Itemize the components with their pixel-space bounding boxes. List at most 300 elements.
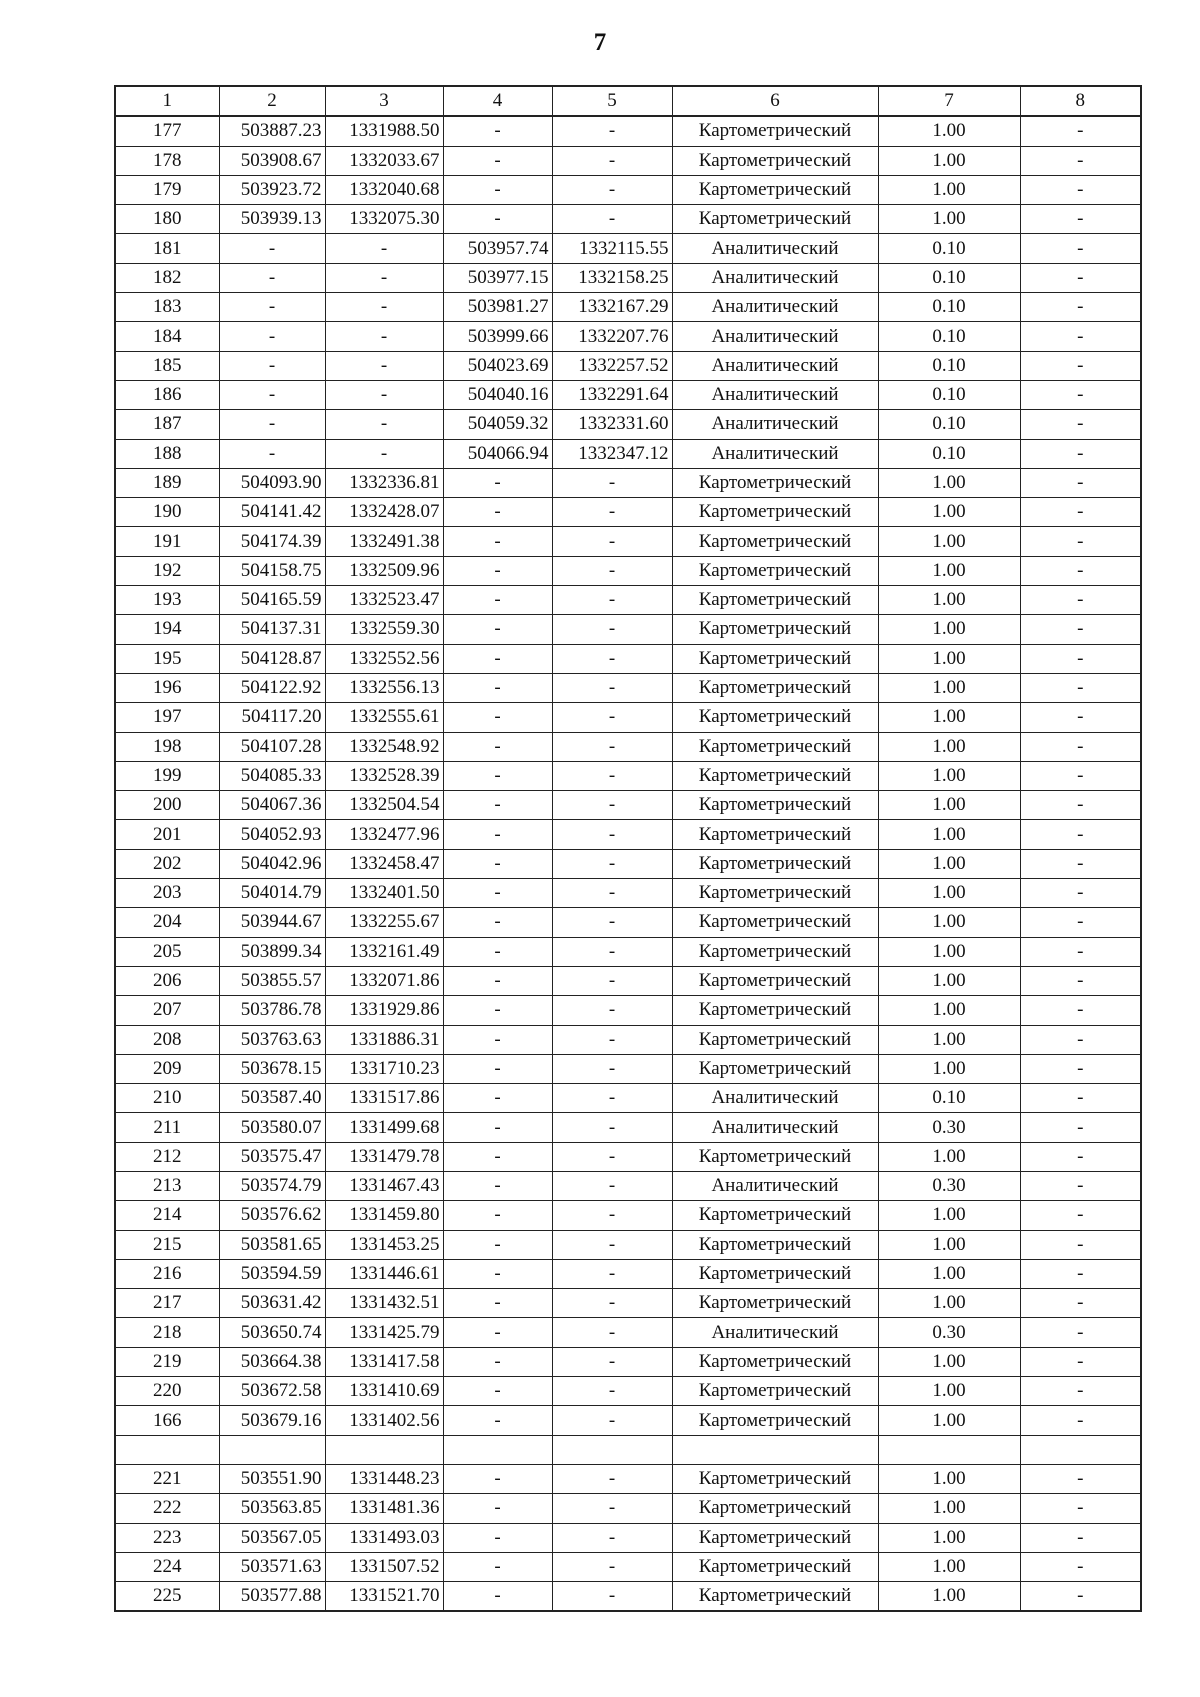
table-row [115, 849, 1141, 878]
cell-note: - [1020, 761, 1141, 790]
cell-x-coordinate-alt: - [443, 1084, 552, 1113]
cell-note: - [1020, 937, 1141, 966]
cell-point-number: 223 [115, 1523, 219, 1552]
cell-point-number: 209 [115, 1054, 219, 1083]
cell-x-coordinate-alt: - [443, 1582, 552, 1612]
cell-point-number: 186 [115, 380, 219, 409]
cell-note: - [1020, 234, 1141, 263]
cell-method: Аналитический [672, 351, 878, 380]
cell-note: - [1020, 1494, 1141, 1523]
table-row [115, 1435, 1141, 1464]
cell-y-coordinate-alt: - [552, 116, 672, 146]
cell-note: - [1020, 322, 1141, 351]
cell-y-coordinate-alt: - [552, 908, 672, 937]
cell-method: Картометрический [672, 615, 878, 644]
cell-note: - [1020, 527, 1141, 556]
cell-y-coordinate-alt: - [552, 1171, 672, 1200]
cell-method: Картометрический [672, 146, 878, 175]
cell-accuracy: 1.00 [878, 146, 1020, 175]
table-body [115, 116, 1141, 1611]
cell-method: Картометрический [672, 586, 878, 615]
cell-note: - [1020, 410, 1141, 439]
table-row [115, 175, 1141, 204]
cell-accuracy: 1.00 [878, 205, 1020, 234]
table-row [115, 1347, 1141, 1376]
table-row [115, 556, 1141, 585]
cell-accuracy: 1.00 [878, 908, 1020, 937]
cell-method: Картометрический [672, 527, 878, 556]
cell-y-coordinate: 1331493.03 [325, 1523, 443, 1552]
cell-note: - [1020, 732, 1141, 761]
cell-note: - [1020, 380, 1141, 409]
cell-y-coordinate: 1332040.68 [325, 175, 443, 204]
table-row [115, 1201, 1141, 1230]
cell-y-coordinate: 1331499.68 [325, 1113, 443, 1142]
cell-method: Картометрический [672, 1201, 878, 1230]
cell-point-number: 201 [115, 820, 219, 849]
cell-note: - [1020, 673, 1141, 702]
cell-y-coordinate: 1332528.39 [325, 761, 443, 790]
cell-x-coordinate: 503577.88 [219, 1582, 325, 1612]
cell-x-coordinate-alt: - [443, 586, 552, 615]
cell-accuracy: 1.00 [878, 644, 1020, 673]
cell-method: Картометрический [672, 1142, 878, 1171]
cell-y-coordinate-alt: - [552, 1347, 672, 1376]
cell-y-coordinate-alt: - [552, 1523, 672, 1552]
cell-y-coordinate-alt: - [552, 791, 672, 820]
cell-y-coordinate: - [325, 410, 443, 439]
table-row [115, 673, 1141, 702]
cell-y-coordinate: 1331507.52 [325, 1552, 443, 1581]
cell-accuracy: 1.00 [878, 1201, 1020, 1230]
cell-y-coordinate: 1331417.58 [325, 1347, 443, 1376]
cell-accuracy: 0.10 [878, 234, 1020, 263]
cell-x-coordinate: 503576.62 [219, 1201, 325, 1230]
cell-method: Картометрический [672, 1025, 878, 1054]
table-row [115, 498, 1141, 527]
cell-point-number: 212 [115, 1142, 219, 1171]
cell-method: Картометрический [672, 116, 878, 146]
cell-point-number: 190 [115, 498, 219, 527]
table-row [115, 761, 1141, 790]
cell-method: Аналитический [672, 293, 878, 322]
cell-x-coordinate: 504052.93 [219, 820, 325, 849]
cell-point-number: 210 [115, 1084, 219, 1113]
cell-accuracy: 1.00 [878, 1289, 1020, 1318]
cell-y-coordinate-alt: - [552, 996, 672, 1025]
table-row [115, 1318, 1141, 1347]
cell-y-coordinate: - [325, 380, 443, 409]
cell-x-coordinate: 503678.15 [219, 1054, 325, 1083]
cell-y-coordinate-alt: - [552, 527, 672, 556]
cell-y-coordinate-alt: 1332347.12 [552, 439, 672, 468]
cell-point-number: 183 [115, 293, 219, 322]
cell-y-coordinate: 1332428.07 [325, 498, 443, 527]
cell-y-coordinate: 1331988.50 [325, 116, 443, 146]
cell-note [1020, 1435, 1141, 1464]
cell-method: Аналитический [672, 263, 878, 292]
table-row [115, 1406, 1141, 1435]
cell-method: Картометрический [672, 468, 878, 497]
cell-point-number: 211 [115, 1113, 219, 1142]
cell-point-number: 199 [115, 761, 219, 790]
cell-method: Картометрический [672, 937, 878, 966]
cell-note: - [1020, 1552, 1141, 1581]
cell-note: - [1020, 556, 1141, 585]
cell-method: Картометрический [672, 791, 878, 820]
cell-y-coordinate-alt: - [552, 1259, 672, 1288]
cell-method: Картометрический [672, 673, 878, 702]
cell-accuracy [878, 1435, 1020, 1464]
cell-y-coordinate: - [325, 322, 443, 351]
cell-accuracy: 0.10 [878, 1084, 1020, 1113]
cell-accuracy: 0.10 [878, 322, 1020, 351]
cell-x-coordinate-alt: - [443, 146, 552, 175]
cell-y-coordinate-alt: - [552, 761, 672, 790]
cell-x-coordinate: 503563.85 [219, 1494, 325, 1523]
table-row [115, 468, 1141, 497]
cell-y-coordinate-alt: - [552, 1142, 672, 1171]
cell-y-coordinate: 1331481.36 [325, 1494, 443, 1523]
cell-y-coordinate-alt: - [552, 1054, 672, 1083]
cell-x-coordinate: 504067.36 [219, 791, 325, 820]
cell-x-coordinate-alt: 503957.74 [443, 234, 552, 263]
cell-note: - [1020, 615, 1141, 644]
cell-x-coordinate-alt: - [443, 849, 552, 878]
table-row [115, 1113, 1141, 1142]
cell-accuracy: 1.00 [878, 732, 1020, 761]
cell-x-coordinate-alt: - [443, 1201, 552, 1230]
cell-y-coordinate-alt: - [552, 1084, 672, 1113]
table-row [115, 791, 1141, 820]
table-row [115, 1142, 1141, 1171]
cell-point-number: 196 [115, 673, 219, 702]
cell-y-coordinate-alt: - [552, 1230, 672, 1259]
cell-accuracy: 1.00 [878, 1259, 1020, 1288]
cell-note: - [1020, 1289, 1141, 1318]
cell-accuracy: 0.10 [878, 380, 1020, 409]
cell-y-coordinate: 1332075.30 [325, 205, 443, 234]
cell-method: Аналитический [672, 1084, 878, 1113]
cell-point-number: 184 [115, 322, 219, 351]
cell-x-coordinate: 503574.79 [219, 1171, 325, 1200]
cell-note: - [1020, 1406, 1141, 1435]
cell-x-coordinate-alt: - [443, 615, 552, 644]
cell-point-number: 189 [115, 468, 219, 497]
cell-note: - [1020, 703, 1141, 732]
cell-accuracy: 1.00 [878, 615, 1020, 644]
cell-accuracy: 1.00 [878, 820, 1020, 849]
cell-point-number: 181 [115, 234, 219, 263]
column-header-5: 5 [552, 86, 672, 116]
cell-x-coordinate: 503594.59 [219, 1259, 325, 1288]
cell-note: - [1020, 1318, 1141, 1347]
cell-x-coordinate: 503855.57 [219, 966, 325, 995]
cell-x-coordinate-alt: - [443, 1230, 552, 1259]
cell-note: - [1020, 1230, 1141, 1259]
cell-x-coordinate-alt: - [443, 468, 552, 497]
cell-x-coordinate-alt: - [443, 996, 552, 1025]
cell-x-coordinate: 503567.05 [219, 1523, 325, 1552]
cell-x-coordinate-alt: - [443, 820, 552, 849]
cell-point-number: 203 [115, 879, 219, 908]
cell-y-coordinate-alt: - [552, 556, 672, 585]
cell-method: Картометрический [672, 498, 878, 527]
cell-x-coordinate: 504158.75 [219, 556, 325, 585]
cell-y-coordinate: 1331410.69 [325, 1377, 443, 1406]
cell-point-number: 222 [115, 1494, 219, 1523]
cell-method: Картометрический [672, 1552, 878, 1581]
cell-point-number: 193 [115, 586, 219, 615]
cell-y-coordinate-alt: - [552, 849, 672, 878]
cell-note: - [1020, 908, 1141, 937]
cell-accuracy: 1.00 [878, 1230, 1020, 1259]
table-row [115, 879, 1141, 908]
cell-x-coordinate-alt: - [443, 1289, 552, 1318]
cell-x-coordinate: - [219, 380, 325, 409]
cell-y-coordinate: 1331467.43 [325, 1171, 443, 1200]
cell-x-coordinate: 503575.47 [219, 1142, 325, 1171]
cell-note: - [1020, 791, 1141, 820]
cell-accuracy: 1.00 [878, 1552, 1020, 1581]
cell-x-coordinate: - [219, 234, 325, 263]
cell-y-coordinate: 1332555.61 [325, 703, 443, 732]
cell-x-coordinate-alt: - [443, 791, 552, 820]
cell-method: Картометрический [672, 996, 878, 1025]
cell-x-coordinate: 504014.79 [219, 879, 325, 908]
cell-x-coordinate: 503939.13 [219, 205, 325, 234]
cell-y-coordinate-alt: 1332257.52 [552, 351, 672, 380]
cell-x-coordinate-alt: 504040.16 [443, 380, 552, 409]
cell-note: - [1020, 1142, 1141, 1171]
cell-y-coordinate-alt: - [552, 205, 672, 234]
cell-method: Картометрический [672, 879, 878, 908]
cell-y-coordinate-alt: - [552, 1464, 672, 1493]
cell-point-number: 204 [115, 908, 219, 937]
cell-note: - [1020, 1025, 1141, 1054]
cell-x-coordinate: - [219, 263, 325, 292]
cell-x-coordinate-alt: - [443, 703, 552, 732]
cell-x-coordinate-alt: - [443, 1171, 552, 1200]
cell-y-coordinate: - [325, 263, 443, 292]
cell-method: Аналитический [672, 439, 878, 468]
cell-accuracy: 1.00 [878, 1347, 1020, 1376]
cell-y-coordinate: 1332458.47 [325, 849, 443, 878]
table-row [115, 146, 1141, 175]
table-row [115, 234, 1141, 263]
cell-accuracy: 1.00 [878, 527, 1020, 556]
cell-x-coordinate: 503923.72 [219, 175, 325, 204]
cell-accuracy: 1.00 [878, 1582, 1020, 1612]
cell-y-coordinate: - [325, 439, 443, 468]
cell-y-coordinate-alt: - [552, 498, 672, 527]
table-row [115, 351, 1141, 380]
cell-x-coordinate: 504122.92 [219, 673, 325, 702]
cell-note: - [1020, 1171, 1141, 1200]
cell-y-coordinate-alt: - [552, 879, 672, 908]
cell-y-coordinate-alt: - [552, 1113, 672, 1142]
cell-accuracy: 1.00 [878, 175, 1020, 204]
cell-x-coordinate-alt: - [443, 644, 552, 673]
cell-point-number: 217 [115, 1289, 219, 1318]
cell-point-number: 224 [115, 1552, 219, 1581]
cell-y-coordinate-alt: - [552, 1582, 672, 1612]
cell-y-coordinate: 1331446.61 [325, 1259, 443, 1288]
cell-point-number: 192 [115, 556, 219, 585]
cell-y-coordinate-alt: - [552, 1406, 672, 1435]
cell-y-coordinate-alt: 1332115.55 [552, 234, 672, 263]
cell-y-coordinate-alt [552, 1435, 672, 1464]
cell-y-coordinate-alt: - [552, 644, 672, 673]
cell-y-coordinate: 1332336.81 [325, 468, 443, 497]
cell-point-number: 177 [115, 116, 219, 146]
cell-x-coordinate-alt: - [443, 1523, 552, 1552]
cell-y-coordinate: 1332523.47 [325, 586, 443, 615]
cell-note: - [1020, 439, 1141, 468]
cell-x-coordinate: 503672.58 [219, 1377, 325, 1406]
cell-y-coordinate-alt: - [552, 820, 672, 849]
cell-accuracy: 1.00 [878, 849, 1020, 878]
table-row [115, 205, 1141, 234]
table-row [115, 1494, 1141, 1523]
cell-x-coordinate: 503631.42 [219, 1289, 325, 1318]
cell-method: Картометрический [672, 1230, 878, 1259]
cell-point-number [115, 1435, 219, 1464]
cell-y-coordinate: 1331929.86 [325, 996, 443, 1025]
cell-note: - [1020, 468, 1141, 497]
cell-method: Картометрический [672, 820, 878, 849]
cell-y-coordinate: 1331517.86 [325, 1084, 443, 1113]
cell-point-number: 187 [115, 410, 219, 439]
cell-point-number: 191 [115, 527, 219, 556]
cell-y-coordinate: - [325, 351, 443, 380]
cell-point-number: 205 [115, 937, 219, 966]
cell-note: - [1020, 1054, 1141, 1083]
column-header-2: 2 [219, 86, 325, 116]
cell-x-coordinate: 504137.31 [219, 615, 325, 644]
cell-x-coordinate-alt [443, 1435, 552, 1464]
cell-x-coordinate: 504107.28 [219, 732, 325, 761]
cell-y-coordinate-alt: - [552, 1494, 672, 1523]
cell-accuracy: 1.00 [878, 1142, 1020, 1171]
cell-accuracy: 0.30 [878, 1171, 1020, 1200]
cell-point-number: 188 [115, 439, 219, 468]
cell-y-coordinate-alt: - [552, 1377, 672, 1406]
cell-y-coordinate: 1331432.51 [325, 1289, 443, 1318]
cell-accuracy: 1.00 [878, 1025, 1020, 1054]
cell-method: Картометрический [672, 1582, 878, 1612]
cell-accuracy: 1.00 [878, 966, 1020, 995]
cell-accuracy: 1.00 [878, 1054, 1020, 1083]
table-row [115, 1464, 1141, 1493]
table-row [115, 644, 1141, 673]
cell-note: - [1020, 205, 1141, 234]
cell-note: - [1020, 146, 1141, 175]
cell-y-coordinate: 1331521.70 [325, 1582, 443, 1612]
cell-x-coordinate-alt: 504066.94 [443, 439, 552, 468]
table-row [115, 1523, 1141, 1552]
cell-y-coordinate-alt: 1332207.76 [552, 322, 672, 351]
cell-accuracy: 1.00 [878, 703, 1020, 732]
cell-x-coordinate-alt: - [443, 116, 552, 146]
cell-y-coordinate-alt: - [552, 1289, 672, 1318]
table-row [115, 1377, 1141, 1406]
cell-method: Картометрический [672, 761, 878, 790]
cell-method: Картометрический [672, 644, 878, 673]
cell-y-coordinate-alt: - [552, 146, 672, 175]
cell-accuracy: 1.00 [878, 1464, 1020, 1493]
cell-accuracy: 1.00 [878, 586, 1020, 615]
table-row [115, 410, 1141, 439]
table-row [115, 527, 1141, 556]
cell-accuracy: 1.00 [878, 468, 1020, 497]
cell-x-coordinate: - [219, 410, 325, 439]
table-row [115, 996, 1141, 1025]
cell-method: Аналитический [672, 322, 878, 351]
cell-method: Картометрический [672, 1054, 878, 1083]
cell-point-number: 206 [115, 966, 219, 995]
cell-y-coordinate: 1331886.31 [325, 1025, 443, 1054]
cell-point-number: 202 [115, 849, 219, 878]
cell-x-coordinate-alt: - [443, 1025, 552, 1054]
column-header-8: 8 [1020, 86, 1141, 116]
cell-method: Аналитический [672, 1113, 878, 1142]
cell-method: Картометрический [672, 1494, 878, 1523]
table-row [115, 322, 1141, 351]
cell-y-coordinate: 1332491.38 [325, 527, 443, 556]
cell-x-coordinate: 504141.42 [219, 498, 325, 527]
cell-method: Картометрический [672, 556, 878, 585]
cell-point-number: 208 [115, 1025, 219, 1054]
cell-x-coordinate: - [219, 439, 325, 468]
cell-y-coordinate: 1332477.96 [325, 820, 443, 849]
cell-x-coordinate [219, 1435, 325, 1464]
cell-accuracy: 1.00 [878, 1406, 1020, 1435]
cell-x-coordinate: 503587.40 [219, 1084, 325, 1113]
cell-x-coordinate: 504128.87 [219, 644, 325, 673]
cell-x-coordinate-alt: - [443, 1377, 552, 1406]
cell-y-coordinate: 1332556.13 [325, 673, 443, 702]
cell-point-number: 218 [115, 1318, 219, 1347]
cell-y-coordinate-alt: - [552, 732, 672, 761]
cell-x-coordinate-alt: - [443, 1347, 552, 1376]
table-row [115, 1582, 1141, 1612]
table-row [115, 439, 1141, 468]
cell-note: - [1020, 820, 1141, 849]
cell-x-coordinate-alt: - [443, 732, 552, 761]
cell-note: - [1020, 1464, 1141, 1493]
cell-y-coordinate: 1331453.25 [325, 1230, 443, 1259]
cell-method: Картометрический [672, 732, 878, 761]
cell-x-coordinate-alt: - [443, 1142, 552, 1171]
cell-accuracy: 1.00 [878, 1523, 1020, 1552]
cell-y-coordinate-alt: 1332167.29 [552, 293, 672, 322]
cell-y-coordinate: - [325, 293, 443, 322]
cell-y-coordinate: 1331448.23 [325, 1464, 443, 1493]
cell-y-coordinate: 1332552.56 [325, 644, 443, 673]
cell-x-coordinate-alt: - [443, 761, 552, 790]
cell-accuracy: 1.00 [878, 937, 1020, 966]
cell-point-number: 194 [115, 615, 219, 644]
cell-y-coordinate: 1332071.86 [325, 966, 443, 995]
cell-point-number: 200 [115, 791, 219, 820]
cell-x-coordinate-alt: - [443, 498, 552, 527]
cell-y-coordinate-alt: - [552, 1201, 672, 1230]
cell-accuracy: 0.10 [878, 410, 1020, 439]
cell-x-coordinate-alt: - [443, 205, 552, 234]
cell-note: - [1020, 849, 1141, 878]
cell-y-coordinate: 1331710.23 [325, 1054, 443, 1083]
